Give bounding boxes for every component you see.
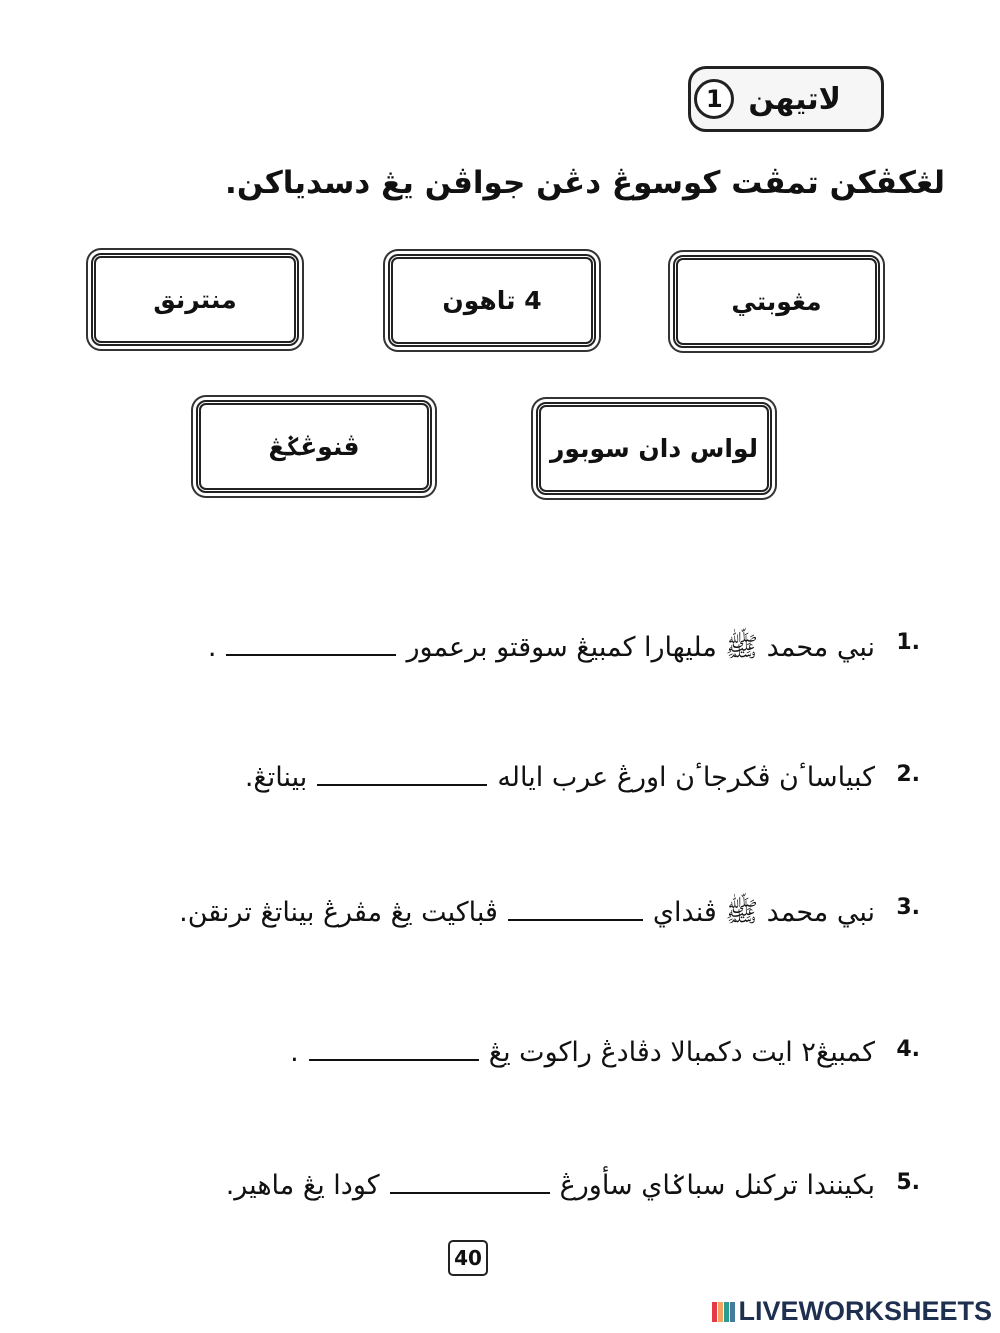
answer-blank[interactable] xyxy=(317,783,487,786)
question-2 xyxy=(244,762,920,793)
liveworksheets-logo xyxy=(712,1296,992,1327)
word-option[interactable]: ڤنوڠݢڠ xyxy=(196,400,432,493)
question-text-end: بيناتڠ. xyxy=(244,762,308,793)
question-number: 3. xyxy=(896,895,920,920)
answer-blank[interactable] xyxy=(508,918,643,921)
question-text-end: . xyxy=(207,632,217,663)
question-number: 4. xyxy=(896,1037,920,1062)
answer-blank[interactable] xyxy=(226,653,396,656)
answer-blank[interactable] xyxy=(390,1191,550,1194)
brand-name: LIVEWORKSHEETS xyxy=(738,1296,992,1326)
question-1 xyxy=(207,630,920,670)
question-number: 2. xyxy=(896,762,920,787)
question-4 xyxy=(290,1037,920,1068)
exercise-number: 1 xyxy=(694,79,734,119)
question-text: بكينندا تركنل سباݢاي سأورڠ xyxy=(559,1170,875,1201)
question-text: نبي محمد ﷺ ڤنداي xyxy=(652,897,875,928)
question-3 xyxy=(179,895,920,935)
word-option[interactable]: 4 تاهون xyxy=(388,254,596,347)
question-number: 1. xyxy=(896,630,920,655)
word-option[interactable]: لواس دان سوبور xyxy=(536,402,772,495)
question-text: كبياساٴن ڤكرجاٴن اورڠ عرب اياله xyxy=(497,762,875,793)
exercise-badge xyxy=(688,66,884,132)
question-5 xyxy=(225,1170,920,1201)
liveworksheets-icon xyxy=(712,1302,735,1322)
question-text-end: كودا يڠ ماهير. xyxy=(225,1170,380,1201)
instruction-text: لڠكڤكن تمڤت كوسوڠ دڠن جواڤن يڠ دسدياكن. xyxy=(225,165,945,201)
question-text: نبي محمد ﷺ مليهارا كمبيڠ سوقتو برعمور xyxy=(406,632,875,663)
question-text: كمبيڠ٢ ايت دكمبالا دڤادڠ راكوت يڠ xyxy=(488,1037,875,1068)
word-option[interactable]: منترنق xyxy=(91,253,299,346)
exercise-label: لاتيهن xyxy=(748,81,841,117)
question-text-end: . xyxy=(290,1037,299,1068)
answer-blank[interactable] xyxy=(309,1058,479,1061)
word-option[interactable]: مڠوبتي xyxy=(673,255,880,348)
question-number: 5. xyxy=(896,1170,920,1195)
page-number: 40 xyxy=(448,1240,488,1276)
question-text-end: ڤباكيت يڠ مڤرڠ بيناتڠ ترنقن. xyxy=(179,897,498,928)
